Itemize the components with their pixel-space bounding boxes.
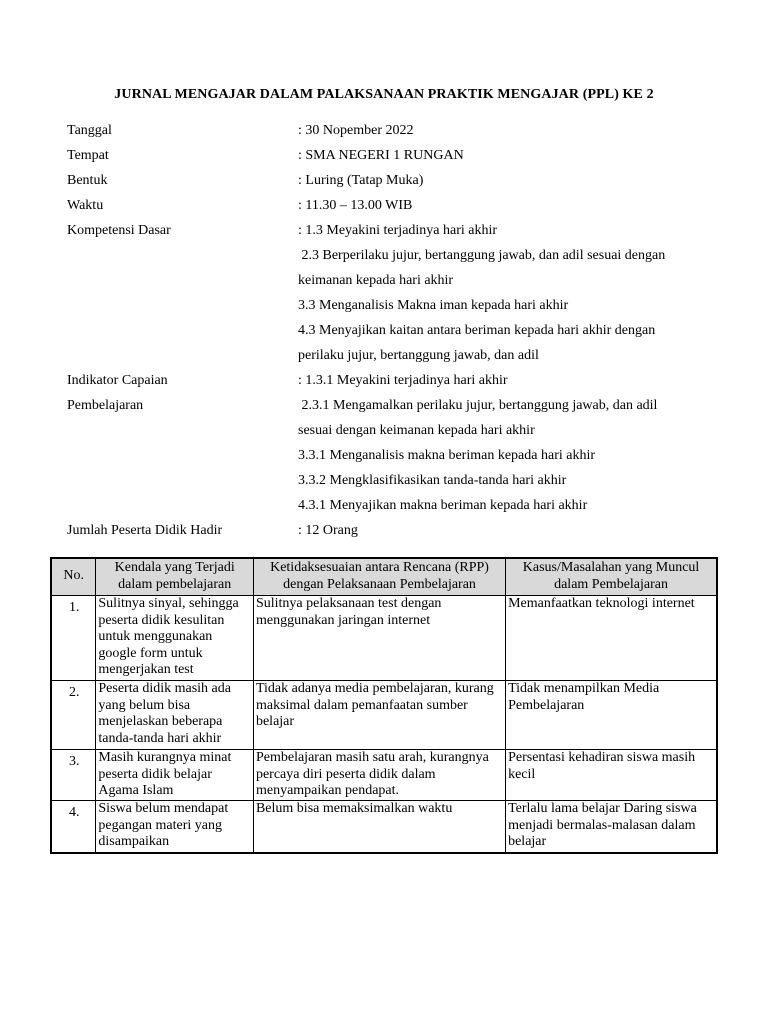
table-row: [51, 801, 717, 853]
cell-kendala: Siswa belum mendapat pegangan materi yang disampaikan: [96, 801, 254, 853]
indikator-line: 4.3.1 Menyajikan makna beriman kepada hari akhir: [298, 498, 588, 513]
indikator-line: 2.3.1 Mengamalkan perilaku jujur, bertanggung jawab, dan adil: [298, 398, 658, 413]
cell-kendala: Peserta didik masih ada yang belum bisa menjelaskan beberapa tanda-tanda hari akhir: [96, 681, 254, 750]
table-row: [51, 596, 717, 681]
cell-ketidaksesuaian: Sulitnya pelaksanaan test dengan menggunakan jaringan internet: [253, 596, 505, 681]
kompetensi-row: [0, 296, 768, 316]
indikator-row: [0, 496, 768, 516]
kompetensi-line: keimanan kepada hari akhir: [298, 273, 454, 288]
kompetensi-row: [0, 246, 768, 266]
tanggal-label: Tanggal: [67, 123, 112, 138]
header-no: No.: [51, 558, 96, 596]
bentuk-value: : Luring (Tatap Muka): [298, 173, 424, 188]
indikator-line: sesuai dengan keimanan kepada hari akhir: [298, 423, 535, 438]
cell-kasus: Memanfaatkan teknologi internet: [506, 596, 717, 681]
header-kendala: Kendala yang Terjadi dalam pembelajaran: [96, 558, 254, 596]
bentuk-label: Bentuk: [67, 173, 108, 188]
kompetensi-row: [0, 346, 768, 366]
indikator-label: Indikator Capaian: [67, 373, 168, 388]
kompetensi-line: 4.3 Menyajikan kaitan antara beriman kepada hari akhir dengan: [298, 323, 656, 338]
indikator-line: 3.3.1 Menganalisis makna beriman kepada hari akhir: [298, 448, 596, 463]
cell-kasus: Tidak menampilkan Media Pembelajaran: [506, 681, 717, 750]
kompetensi-row: [0, 271, 768, 291]
tempat-value: : SMA NEGERI 1 RUNGAN: [298, 148, 464, 163]
indikator-line: : 1.3.1 Meyakini terjadinya hari akhir: [298, 373, 508, 388]
table-header-row: [51, 558, 717, 596]
table-row: [51, 681, 717, 750]
cell-kasus: Persentasi kehadiran siswa masih kecil: [506, 750, 717, 801]
header-ketidaksesuaian: Ketidaksesuaian antara Rencana (RPP) dengan Pelaksanaan Pembelajaran: [253, 558, 505, 596]
table-row: [51, 750, 717, 801]
row-number: 4.: [51, 801, 96, 853]
cell-kendala: Sulitnya sinyal, sehingga peserta didik kesulitan untuk menggunakan google form untuk mengerjakan test: [96, 596, 254, 681]
cell-ketidaksesuaian: Belum bisa memaksimalkan waktu: [253, 801, 505, 853]
kompetensi-line: perilaku jujur, bertanggung jawab, dan adil: [298, 348, 539, 363]
kompetensi-row: [0, 321, 768, 341]
kompetensi-line: : 1.3 Meyakini terjadinya hari akhir: [298, 223, 498, 238]
kendala-table: [50, 557, 718, 854]
indikator-row: [0, 396, 768, 416]
cell-kasus: Terlalu lama belajar Daring siswa menjadi bermalas-malasan dalam belajar: [506, 801, 717, 853]
info-row-indikator: [0, 371, 768, 391]
jumlah-value: : 12 Orang: [298, 523, 358, 538]
row-number: 3.: [51, 750, 96, 801]
row-number: 1.: [51, 596, 96, 681]
info-row-kompetensi: [0, 221, 768, 241]
waktu-label: Waktu: [67, 198, 104, 213]
info-row-jumlah: [0, 521, 768, 541]
cell-ketidaksesuaian: Tidak adanya media pembelajaran, kurang maksimal dalam pemanfaatan sumber belajar: [253, 681, 505, 750]
jumlah-label: Jumlah Peserta Didik Hadir: [67, 523, 223, 538]
row-number: 2.: [51, 681, 96, 750]
indikator-label-cont: Pembelajaran: [67, 398, 144, 413]
kompetensi-line: 3.3 Menganalisis Makna iman kepada hari akhir: [298, 298, 569, 313]
tanggal-value: : 30 Nopember 2022: [298, 123, 414, 138]
indikator-row: [0, 446, 768, 466]
cell-ketidaksesuaian: Pembelajaran masih satu arah, kurangnya percaya diri peserta didik dalam menyampaikan pendapat.: [253, 750, 505, 801]
document-title: JURNAL MENGAJAR DALAM PALAKSANAAN PRAKTIK MENGAJAR (PPL) KE 2: [114, 87, 654, 102]
indikator-row: [0, 421, 768, 441]
info-row-waktu: [0, 196, 768, 216]
indikator-row: [0, 471, 768, 491]
header-kasus: Kasus/Masalahan yang Muncul dalam Pembelajaran: [506, 558, 717, 596]
info-row-bentuk: [0, 171, 768, 191]
tempat-label: Tempat: [67, 148, 109, 163]
info-row-tanggal: [0, 121, 768, 141]
indikator-line: 3.3.2 Mengklasifikasikan tanda-tanda hari akhir: [298, 473, 567, 488]
kompetensi-line: 2.3 Berperilaku jujur, bertanggung jawab, dan adil sesuai dengan: [298, 248, 666, 263]
kompetensi-label: Kompetensi Dasar: [67, 223, 171, 238]
info-row-tempat: [0, 146, 768, 166]
cell-kendala: Masih kurangnya minat peserta didik belajar Agama Islam: [96, 750, 254, 801]
waktu-value: : 11.30 – 13.00 WIB: [298, 198, 413, 213]
